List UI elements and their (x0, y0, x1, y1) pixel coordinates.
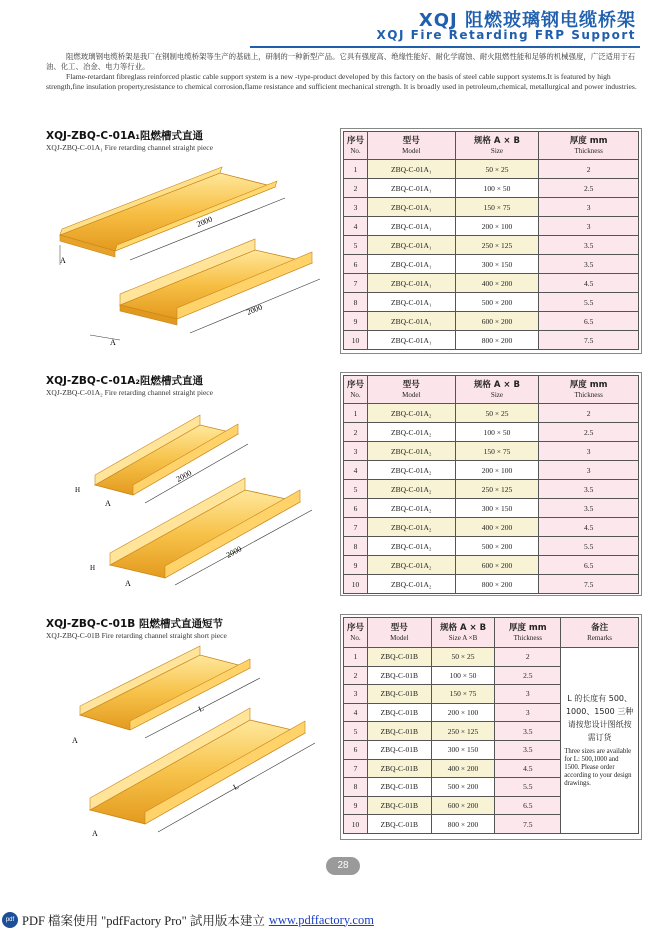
dim-label-a-upper: A (60, 256, 66, 265)
cell-model: ZBQ-C-01A₂ (367, 537, 455, 556)
cell-model: ZBQ-C-01B (367, 722, 431, 741)
cell-thk: 3.5 (495, 740, 561, 759)
cell-thk: 3 (539, 461, 639, 480)
dim-label-h-lower: H (90, 564, 96, 572)
cell-model: ZBQ-C-01B (367, 778, 431, 797)
remarks-cell (561, 648, 639, 834)
cell-no: 4 (344, 217, 368, 236)
section2-subtitle: XQJ-ZBQ-C-01A₂ Fire retarding channel straight piece (46, 388, 213, 397)
table-row (344, 575, 639, 594)
cell-thk: 7.5 (539, 331, 639, 350)
table1 (343, 131, 639, 350)
cell-model: ZBQ-C-01A₂ (367, 518, 455, 537)
cell-thk: 3 (539, 442, 639, 461)
dim-label-h-upper: H (75, 486, 81, 494)
cell-model: ZBQ-C-01B (367, 703, 431, 722)
cell-no: 1 (344, 160, 368, 179)
cell-thk: 3 (495, 685, 561, 704)
cell-size: 400 × 200 (455, 274, 539, 293)
table-row (344, 648, 639, 667)
cell-size: 300 × 150 (455, 255, 539, 274)
pdf-footer (0, 910, 374, 930)
cell-size: 100 × 50 (455, 179, 539, 198)
cell-no: 2 (344, 179, 368, 198)
tray-channel-upper (95, 415, 238, 495)
cell-size: 150 × 75 (455, 442, 539, 461)
cell-no: 3 (344, 685, 368, 704)
section3-title: XQJ-ZBQ-C-01B 阻燃槽式直通短节 (46, 618, 223, 630)
cell-thk: 6.5 (539, 556, 639, 575)
cell-thk: 3.5 (539, 480, 639, 499)
section2-title: XQJ-ZBQ-C-01A₂阻燃槽式直通 (46, 375, 204, 387)
cell-size: 50 × 25 (431, 648, 495, 667)
cell-size: 500 × 200 (455, 537, 539, 556)
intro-chinese: 阻燃玻璃钢电缆桥架是我厂在钢制电缆桥架等生产的基础上，研制的一种新型产品。它具有强度高、绝缘性能好、耐化学腐蚀、耐火阻燃性能和足够的机械强度，广泛适用于石油、化工、冶金、电力等行业。 (46, 52, 636, 71)
footer-link[interactable]: www.pdffactory.com (268, 912, 374, 927)
cell-no: 4 (344, 461, 368, 480)
cell-no: 5 (344, 236, 368, 255)
cell-model: ZBQ-C-01A₁ (367, 179, 455, 198)
cell-size: 400 × 200 (455, 518, 539, 537)
cell-model: ZBQ-C-01A₂ (367, 556, 455, 575)
cell-thk: 3.5 (539, 499, 639, 518)
cell-model: ZBQ-C-01A₂ (367, 423, 455, 442)
cell-no: 10 (344, 331, 368, 350)
section1-subtitle: XQJ-ZBQ-C-01A₁ Fire retarding channel straight piece (46, 143, 213, 152)
dim-label-length-upper: 2000 (174, 468, 194, 484)
cell-thk: 2.5 (495, 666, 561, 685)
cell-model: ZBQ-C-01B (367, 815, 431, 834)
cell-size: 200 × 100 (455, 217, 539, 236)
footer-text: PDF 檔案使用 "pdfFactory Pro" 試用版本建立 (22, 914, 265, 928)
cell-thk: 6.5 (539, 312, 639, 331)
cell-model: ZBQ-C-01B (367, 666, 431, 685)
dim-label-a-upper: A (105, 499, 111, 508)
cell-no: 1 (344, 404, 368, 423)
cell-model: ZBQ-C-01A₂ (367, 499, 455, 518)
cell-model: ZBQ-C-01B (367, 796, 431, 815)
cell-size: 600 × 200 (455, 312, 539, 331)
table-row (344, 198, 639, 217)
cell-no: 10 (344, 575, 368, 594)
cell-no: 8 (344, 293, 368, 312)
cell-thk: 2.5 (539, 179, 639, 198)
cell-no: 6 (344, 740, 368, 759)
cell-size: 300 × 150 (431, 740, 495, 759)
remark-chinese: L 的长度有 500、1000、1500 三种请按您设计图纸按需订货 (565, 694, 634, 743)
table2 (343, 375, 639, 594)
cell-size: 600 × 200 (431, 796, 495, 815)
cell-thk: 7.5 (539, 575, 639, 594)
cell-no: 2 (344, 666, 368, 685)
dim-label-length-upper: L (196, 703, 206, 714)
cell-size: 500 × 200 (431, 778, 495, 797)
cell-no: 5 (344, 480, 368, 499)
cell-no: 3 (344, 442, 368, 461)
cell-size: 250 × 125 (431, 722, 495, 741)
cell-no: 7 (344, 518, 368, 537)
page-subtitle: XQJ Fire Retarding FRP Support (376, 28, 636, 42)
table-row (344, 480, 639, 499)
cell-thk: 3 (495, 703, 561, 722)
section3-subtitle: XQJ-ZBQ-C-01B Fire retarding channel straight short piece (46, 631, 227, 640)
table-row (344, 160, 639, 179)
tray-straight-lower (120, 239, 312, 325)
cell-size: 600 × 200 (455, 556, 539, 575)
cell-thk: 3 (539, 198, 639, 217)
cell-model: ZBQ-C-01A₁ (367, 198, 455, 217)
table-row (344, 423, 639, 442)
cell-size: 250 × 125 (455, 480, 539, 499)
table3-header-row: 序号 No. 型号 Model 规格 A × B Size A ×B 厚度 mm Thickness 备注 Remarks (344, 618, 639, 648)
cell-size: 200 × 100 (431, 703, 495, 722)
cell-model: ZBQ-C-01A₁ (367, 255, 455, 274)
header-rule (250, 46, 640, 48)
cell-no: 5 (344, 722, 368, 741)
cell-model: ZBQ-C-01B (367, 685, 431, 704)
cell-size: 800 × 200 (431, 815, 495, 834)
cell-thk: 4.5 (539, 518, 639, 537)
cell-no: 7 (344, 274, 368, 293)
table-row (344, 442, 639, 461)
tray-channel-lower (110, 478, 300, 578)
cell-model: ZBQ-C-01A₁ (367, 217, 455, 236)
table-row (344, 255, 639, 274)
cell-no: 6 (344, 255, 368, 274)
cell-no: 8 (344, 537, 368, 556)
cell-thk: 4.5 (495, 759, 561, 778)
cell-model: ZBQ-C-01B (367, 759, 431, 778)
cell-size: 800 × 200 (455, 331, 539, 350)
cell-size: 50 × 25 (455, 160, 539, 179)
cell-thk: 5.5 (539, 293, 639, 312)
cell-no: 2 (344, 423, 368, 442)
cell-thk: 3.5 (495, 722, 561, 741)
cell-size: 250 × 125 (455, 236, 539, 255)
cell-size: 150 × 75 (431, 685, 495, 704)
cell-thk: 3.5 (539, 236, 639, 255)
cell-model: ZBQ-C-01A₁ (367, 274, 455, 293)
cell-size: 50 × 25 (455, 404, 539, 423)
dim-label-a-upper: A (72, 736, 78, 745)
cell-size: 500 × 200 (455, 293, 539, 312)
cell-no: 9 (344, 556, 368, 575)
cell-model: ZBQ-C-01B (367, 740, 431, 759)
cell-no: 7 (344, 759, 368, 778)
table-row (344, 461, 639, 480)
section1-tray-illustration (50, 155, 330, 365)
cell-no: 3 (344, 198, 368, 217)
cell-no: 9 (344, 312, 368, 331)
cell-model: ZBQ-C-01B (367, 648, 431, 667)
cell-model: ZBQ-C-01A₁ (367, 160, 455, 179)
dim-label-a-lower: A (125, 579, 131, 588)
intro-english: Flame-retardant fibreglass reinforced plastic cable support system is a new -type-product developed by this factory on the basis of steel cable support systems.It is featured by high strength,fine insulation property,resistance to chemical corrosion,flame resistance and sufficient mechanical strength. It is broadly used in petroleum,chemical, metallurgical and power industries. (46, 72, 637, 91)
cell-model: ZBQ-C-01A₂ (367, 461, 455, 480)
cell-no: 1 (344, 648, 368, 667)
cell-no: 9 (344, 796, 368, 815)
cell-no: 6 (344, 499, 368, 518)
cell-thk: 7.5 (495, 815, 561, 834)
table-row (344, 404, 639, 423)
cell-thk: 2 (539, 160, 639, 179)
cell-model: ZBQ-C-01A₁ (367, 236, 455, 255)
table2-header-row: 序号 No. 型号 Model 规格 A × B Size 厚度 mm Thickness (344, 376, 639, 404)
cell-model: ZBQ-C-01A₁ (367, 331, 455, 350)
pdf-logo-icon: pdf (2, 912, 18, 928)
cell-thk: 2 (495, 648, 561, 667)
cell-thk: 4.5 (539, 274, 639, 293)
table-row (344, 331, 639, 350)
cell-size: 100 × 50 (431, 666, 495, 685)
page-number: 28 (326, 857, 360, 875)
cell-model: ZBQ-C-01A₁ (367, 312, 455, 331)
table-row (344, 312, 639, 331)
table3 (343, 617, 639, 834)
table-row (344, 537, 639, 556)
cell-size: 800 × 200 (455, 575, 539, 594)
cell-size: 300 × 150 (455, 499, 539, 518)
dim-label-a-lower: A (110, 338, 116, 347)
tray-short-upper (80, 646, 250, 730)
cell-no: 10 (344, 815, 368, 834)
page-title: XQJ 阻燃玻璃钢电缆桥架 (418, 10, 636, 31)
cell-thk: 5.5 (495, 778, 561, 797)
table-row (344, 179, 639, 198)
table-row (344, 556, 639, 575)
cell-no: 8 (344, 778, 368, 797)
cell-thk: 3 (539, 217, 639, 236)
table-row (344, 293, 639, 312)
section3-tray-illustration (50, 640, 330, 840)
cell-model: ZBQ-C-01A₂ (367, 480, 455, 499)
cell-thk: 3.5 (539, 255, 639, 274)
cell-thk: 6.5 (495, 796, 561, 815)
table-row (344, 274, 639, 293)
cell-no: 4 (344, 703, 368, 722)
cell-model: ZBQ-C-01A₂ (367, 442, 455, 461)
section2-tray-illustration (50, 400, 330, 590)
dim-label-a-lower: A (92, 829, 98, 838)
table-row (344, 518, 639, 537)
intro-block (46, 52, 642, 91)
dim-label-length-lower: 2000 (224, 544, 244, 560)
cell-size: 100 × 50 (455, 423, 539, 442)
cell-thk: 5.5 (539, 537, 639, 556)
table1-header-row: 序号 No. 型号 Model 规格 A × B Size 厚度 mm Thickness (344, 132, 639, 160)
dim-label-length-lower: L (231, 781, 241, 792)
cell-model: ZBQ-C-01A₁ (367, 293, 455, 312)
cell-size: 400 × 200 (431, 759, 495, 778)
table-row (344, 217, 639, 236)
cell-thk: 2 (539, 404, 639, 423)
table-row (344, 499, 639, 518)
cell-model: ZBQ-C-01A₂ (367, 575, 455, 594)
section1-title: XQJ-ZBQ-C-01A₁阻燃槽式直通 (46, 130, 204, 142)
remark-english: Three sizes are available for L: 500,1000 and 1500. Please order according to your design drawings. (564, 748, 632, 788)
cell-size: 200 × 100 (455, 461, 539, 480)
dim-label-length-lower: 2000 (245, 302, 264, 317)
table-row (344, 236, 639, 255)
cell-size: 150 × 75 (455, 198, 539, 217)
cell-model: ZBQ-C-01A₂ (367, 404, 455, 423)
cell-thk: 2.5 (539, 423, 639, 442)
dim-label-length-upper: 2000 (195, 214, 214, 229)
